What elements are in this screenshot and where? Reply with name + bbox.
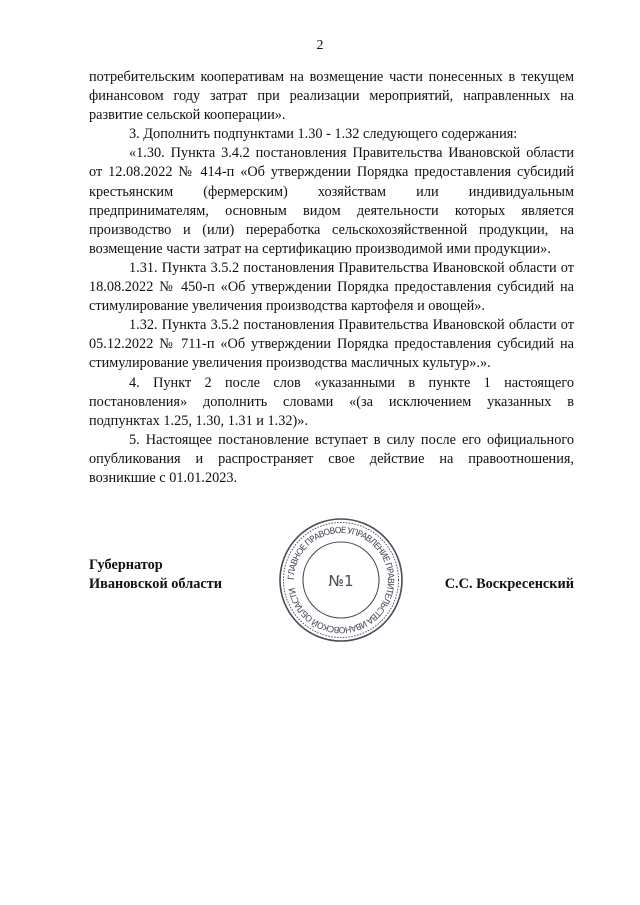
official-seal-stamp (277, 516, 405, 644)
paragraph-continuation: потребительским кооперативам на возмещение части понесенных в текущем финансовом году затрат при реализации мероприятий, направленных на развитие сельской кооперации». (89, 69, 574, 124)
signer-title-line1: Губернатор (89, 557, 163, 573)
document-body (89, 68, 574, 488)
paragraph-subitem-1-31: 1.31. Пункта 3.5.2 постановления Правительства Ивановской области от 18.08.2022 № 450-п «Об утверждении Порядка предоставления субсидий на стимулирование увеличения производства картофеля и овощей». (89, 259, 574, 315)
seal-outer-text: ГЛАВНОЕ ПРАВОВОЕ УПРАВЛЕНИЕ ПРАВИТЕЛЬСТВА ИВАНОВСКОЙ ОБЛАСТИ (286, 525, 396, 635)
page-number: 2 (316, 38, 324, 53)
paragraph-item-4: 4. Пункт 2 после слов «указанными в пункте 1 настоящего постановления» дополнить словами «(за исключением указанных в подпунктах 1.25, 1.30, 1.31 и 1.32)». (89, 374, 574, 429)
seal-icon (277, 516, 405, 644)
paragraph-subitem-1-30: «1.30. Пункта 3.4.2 постановления Правительства Ивановской области от 12.08.2022 № 414-п «Об утверждении Порядка предоставления субсидий крестьянским (фермерским) хозяйствам или индивидуальным предпринимателям, основным видом деятельности которых является производство и (или) переработка сельскохозяйственной продукции, на возмещение части затрат на сертификацию производимой ими продукции». (89, 145, 574, 257)
paragraph-item-3: 3. Дополнить подпунктами 1.30 - 1.32 следующего содержания: (129, 126, 518, 143)
paragraph-item-5: 5. Настоящее постановление вступает в силу после его официального опубликования и распространяет свое действие на правоотношения, возникшие с 01.01.2023. (89, 431, 574, 486)
signer-title (89, 556, 222, 594)
seal-center-number: №1 (328, 572, 354, 590)
signer-title-line2: Ивановской области (89, 576, 222, 592)
paragraph-subitem-1-32: 1.32. Пункта 3.5.2 постановления Правительства Ивановской области от 05.12.2022 № 711-п «Об утверждении Порядка предоставления субсидий на стимулирование увеличения производства масличных культур».». (89, 317, 574, 372)
signer-name: С.С. Воскресенский (444, 576, 574, 592)
